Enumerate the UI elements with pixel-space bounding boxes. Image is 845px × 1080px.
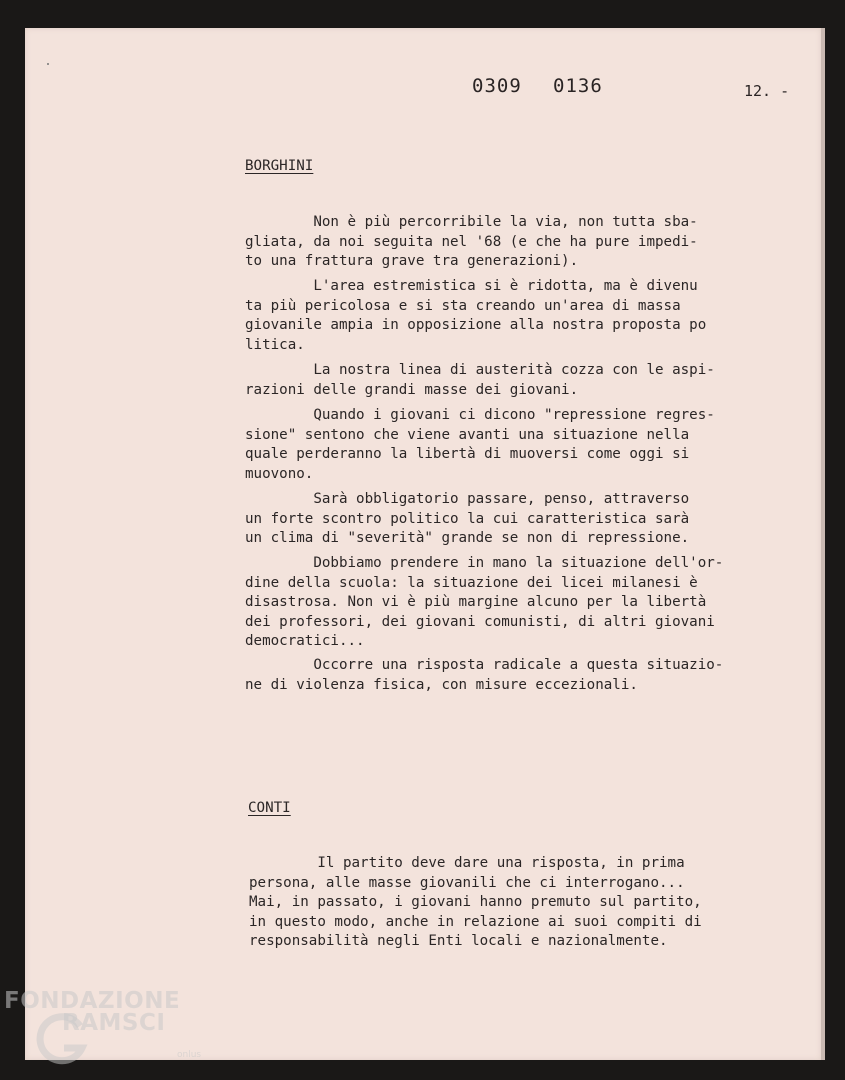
text-line: dine della scuola: la situazione dei licei milanesi è [245,574,698,591]
text-line: Il partito deve dare una risposta, in prima [249,855,685,871]
text-line: dei professori, dei giovani comunisti, di altri giovani [245,613,715,630]
paragraph [245,406,805,484]
text-line: Quando i giovani ci dicono "repressione regres- [245,407,715,423]
speaker-heading-conti: CONTI [248,800,291,816]
text-line: sione" sentono che viene avanti una situazione nella [245,426,690,443]
archive-number-b: 0136 [553,75,603,97]
text-line: Non è più percorribile la via, non tutta sba- [245,214,698,230]
paragraph [249,854,809,952]
text-line: ta più pericolosa e si sta creando un'area di massa [245,297,681,314]
paragraph [245,361,805,400]
watermark-line-1: FONDAZIONE [4,988,181,1014]
watermark-logo [4,988,202,1060]
text-line: Mai, in passato, i giovani hanno premuto sul partito, [249,894,702,910]
text-line: persona, alle masse giovanili che ci interrogano... [249,874,685,891]
text-line: La nostra linea di austerità cozza con le aspi- [245,362,715,378]
text-line: gliata, da noi seguita nel '68 (e che ha pure impedi- [245,233,698,250]
paragraph [245,213,805,272]
text-line: un clima di "severità" grande se non di repressione. [245,530,690,546]
text-line: quale perderanno la libertà di muoversi come oggi si [245,446,690,462]
text-line: Dobbiamo prendere in mano la situazione dell'or- [245,555,724,571]
text-line: razioni delle grandi masse dei giovani. [245,381,579,398]
page-number: 12. - [744,82,790,100]
text-line: Sarà obbligatorio passare, penso, attraverso [245,491,690,507]
text-line: L'area estremistica si è ridotta, ma è divenu [245,278,698,294]
archive-number-a: 0309 [472,75,522,97]
text-line: Occorre una risposta radicale a questa situazio- [245,657,724,673]
paragraph [245,277,805,355]
text-line: responsabilità negli Enti locali e nazionalmente. [249,933,668,949]
watermark-line-2: RAMSCI [62,1010,166,1036]
paragraph [245,554,805,652]
text-line: giovanile ampia in opposizione alla nostra proposta po [245,317,707,333]
paragraph [245,656,805,695]
paper-speck [47,63,49,65]
text-line: disastrosa. Non vi è più margine alcuno per la libertà [245,594,707,610]
text-line: in questo modo, anche in relazione ai suoi compiti di [249,913,702,930]
speaker-heading-borghini: BORGHINI [245,158,314,174]
page-edge [821,28,825,1060]
text-line: litica. [245,336,305,353]
text-line: muovono. [245,465,314,482]
text-line: un forte scontro politico la cui caratteristica sarà [245,510,690,527]
text-line: ne di violenza fisica, con misure eccezionali. [245,676,638,693]
paragraph [245,490,805,549]
watermark-line-3: onlus [177,1050,202,1060]
text-line: democratici... [245,633,365,649]
text-line: to una frattura grave tra generazioni). [245,253,579,269]
